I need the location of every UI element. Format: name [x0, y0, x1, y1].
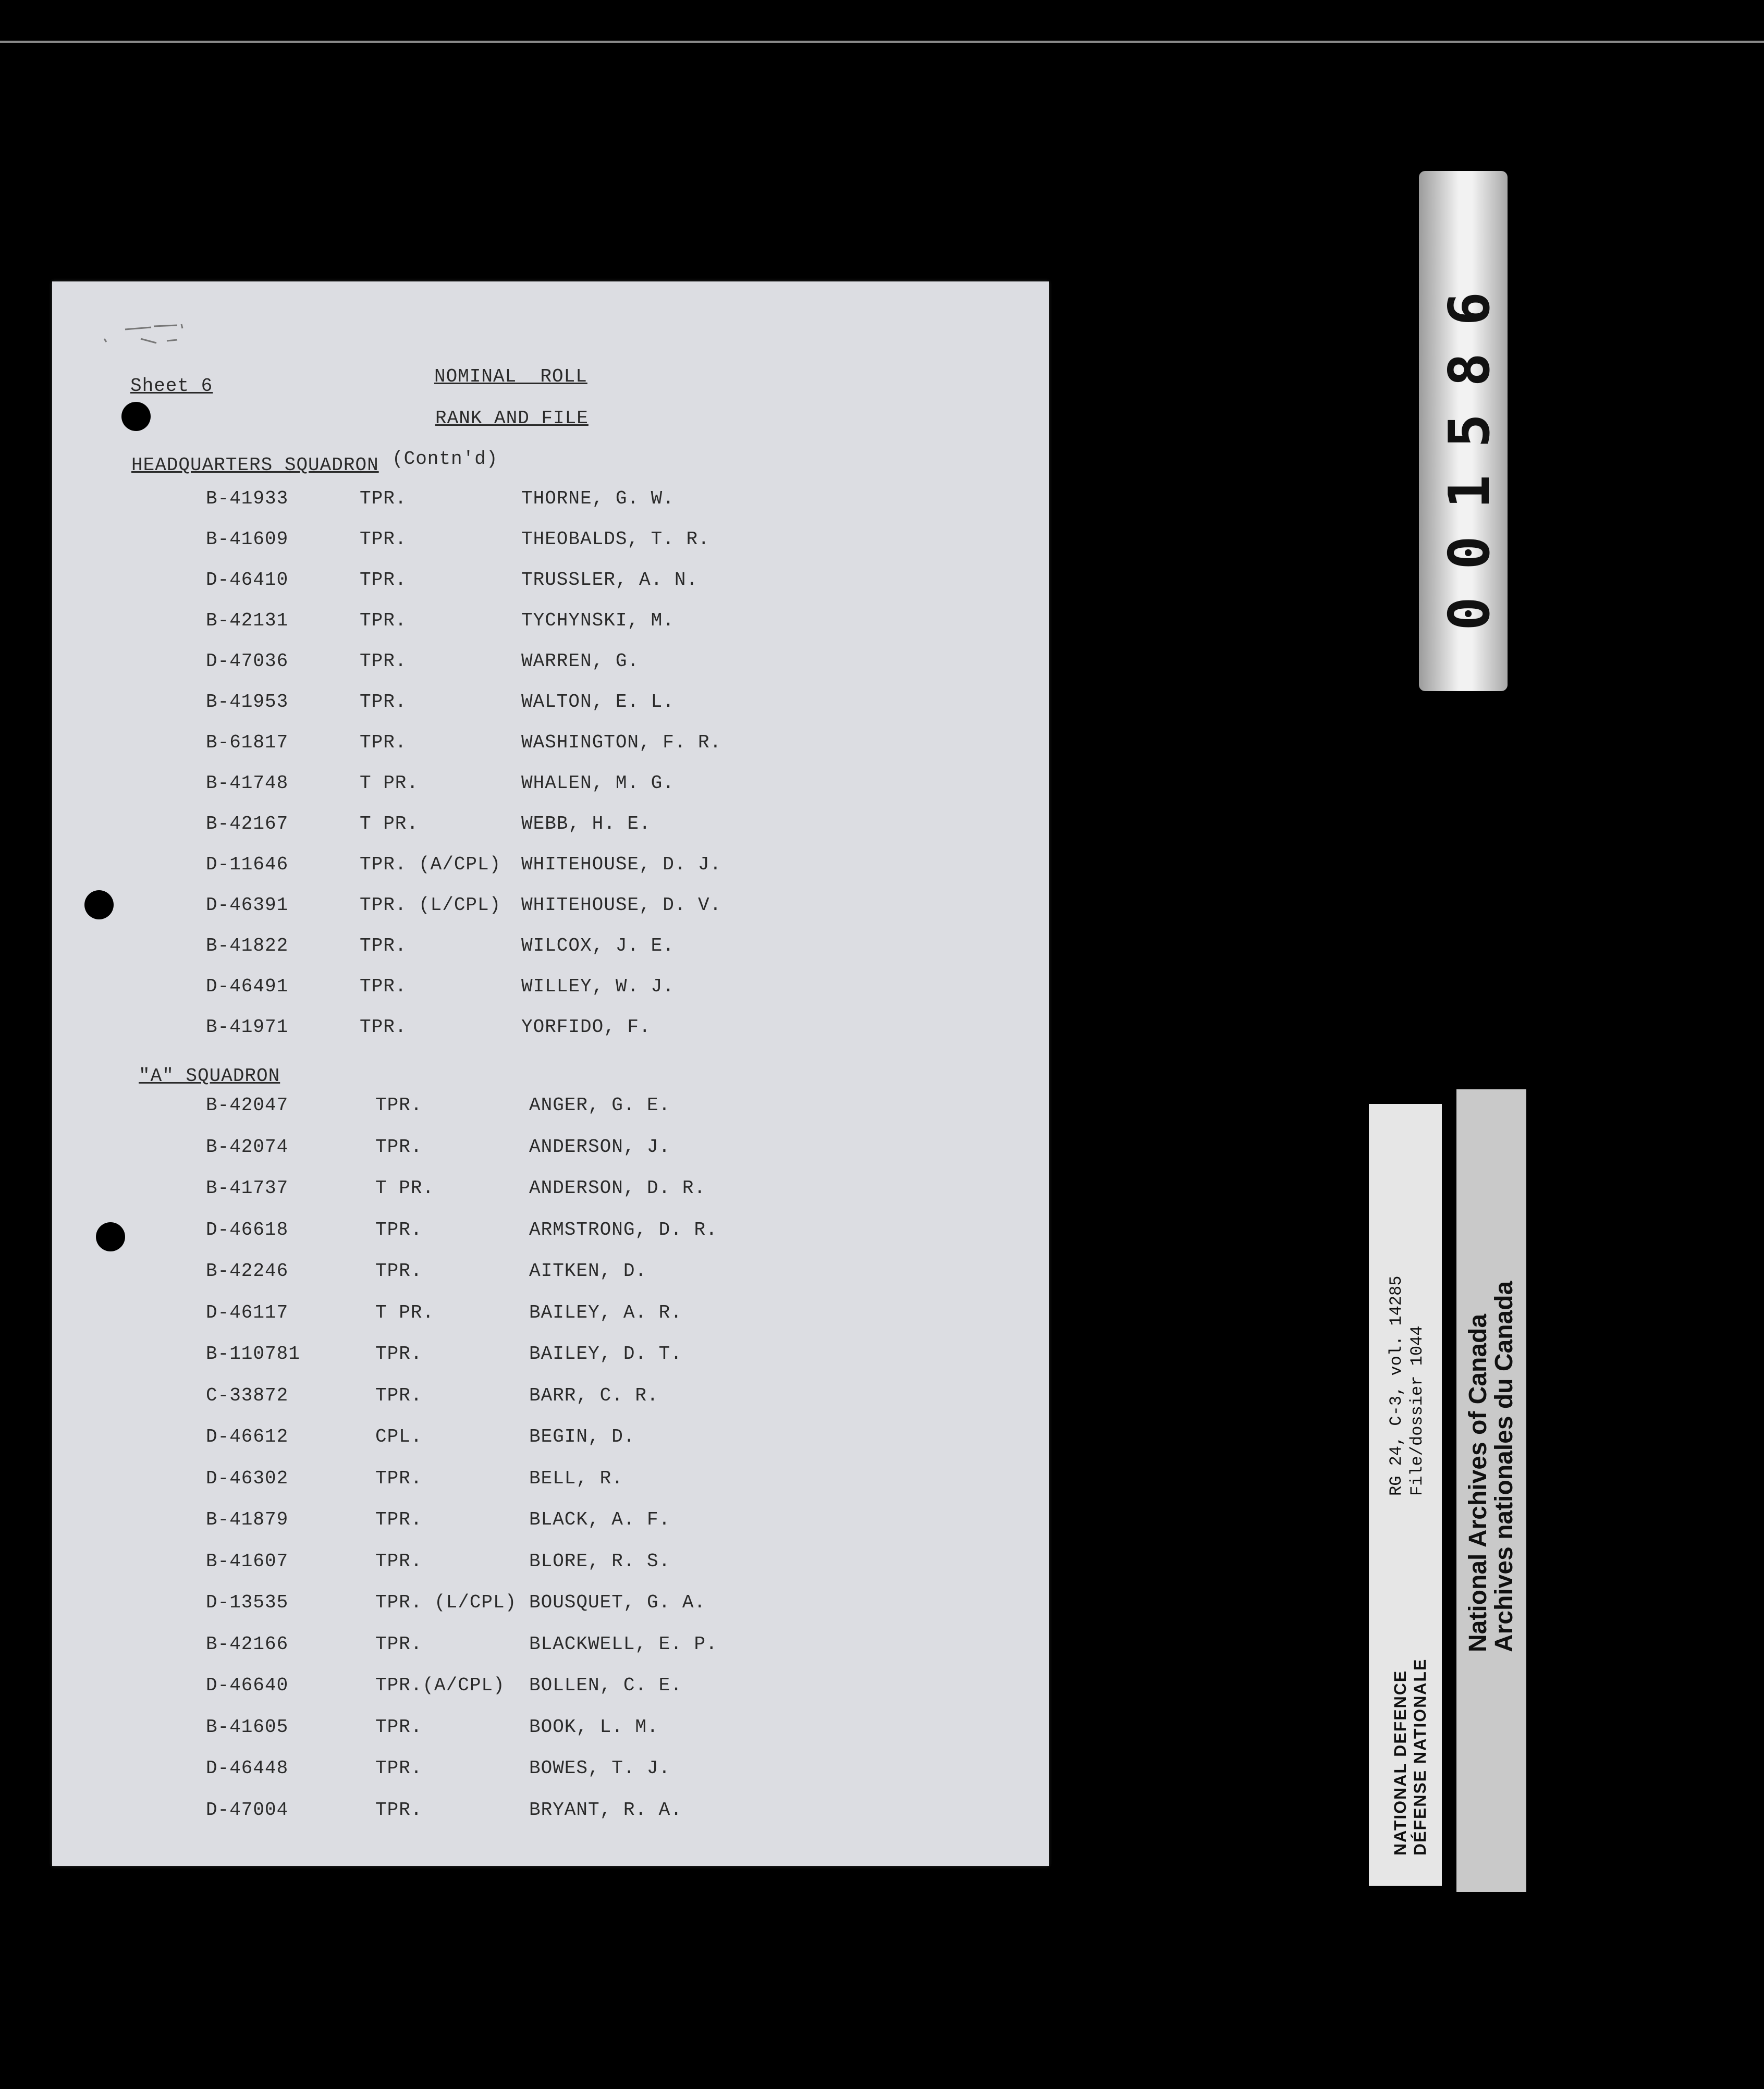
soldier-name: WILLEY, W. J.: [521, 976, 675, 997]
soldier-name: TRUSSLER, A. N.: [521, 569, 699, 591]
rank: TPR.: [360, 529, 407, 550]
roll-entry: [52, 1633, 1049, 1665]
roll-entry: [52, 691, 1049, 722]
rank: TPR. (L/CPL): [360, 894, 501, 916]
soldier-name: BAILEY, A. R.: [529, 1301, 682, 1323]
rank: TPR.: [360, 610, 407, 631]
service-number: D-46491: [206, 976, 289, 997]
section-heading-hq-suffix: (Contn'd): [392, 448, 498, 470]
soldier-name: WARREN, G.: [521, 650, 640, 672]
roll-entry: [52, 1177, 1049, 1209]
archive-name-fr: Archives nationales du Canada: [1490, 1281, 1518, 1652]
dept-fr: DÉFENSE NATIONALE: [1411, 1658, 1429, 1855]
rank: CPL.: [375, 1426, 423, 1447]
rank: TPR.: [375, 1799, 423, 1821]
roll-entry: [52, 1592, 1049, 1623]
rank: TPR.: [360, 488, 407, 509]
rank: TPR.: [360, 691, 407, 712]
soldier-name: TYCHYNSKI, M.: [521, 610, 675, 631]
service-number: C-33872: [206, 1384, 289, 1406]
roll-entry: [52, 1509, 1049, 1540]
soldier-name: BARR, C. R.: [529, 1384, 659, 1406]
service-number: D-46618: [206, 1219, 289, 1240]
roll-entry: [52, 976, 1049, 1007]
soldier-name: ANDERSON, J.: [529, 1136, 671, 1158]
service-number: B-41748: [206, 772, 289, 794]
soldier-name: AITKEN, D.: [529, 1260, 647, 1282]
roll-entry: [52, 1675, 1049, 1706]
rank: TPR.: [375, 1716, 423, 1738]
soldier-name: BLACKWELL, E. P.: [529, 1633, 718, 1655]
roll-entry: [52, 488, 1049, 519]
soldier-name: THEOBALDS, T. R.: [521, 529, 710, 550]
roll-entry: [52, 1260, 1049, 1292]
rank: TPR.: [375, 1509, 423, 1530]
soldier-name: BOWES, T. J.: [529, 1758, 671, 1779]
rank: TPR.(A/CPL): [375, 1675, 505, 1696]
section-heading-hq: HEADQUARTERS SQUADRON: [131, 454, 379, 476]
rank: TPR.: [375, 1219, 423, 1240]
service-number: B-41971: [206, 1016, 289, 1038]
rank: TPR. (A/CPL): [360, 854, 501, 875]
roll-entry: [52, 1136, 1049, 1168]
soldier-name: WHITEHOUSE, D. J.: [521, 854, 722, 875]
roll-entry: [52, 1302, 1049, 1333]
service-number: D-46117: [206, 1301, 289, 1323]
soldier-name: ARMSTRONG, D. R.: [529, 1219, 718, 1240]
reference-line-2: File/dossier 1044: [1407, 1325, 1427, 1496]
roll-entry: [52, 1758, 1049, 1789]
roll-entry: [52, 1551, 1049, 1582]
frame-counter: 001586: [1437, 264, 1502, 631]
soldier-name: WASHINGTON, F. R.: [521, 732, 722, 753]
rank: TPR.: [360, 650, 407, 672]
soldier-name: BOOK, L. M.: [529, 1716, 659, 1738]
roll-entry: [52, 1016, 1049, 1048]
dept-en: NATIONAL DEFENCE: [1391, 1669, 1410, 1855]
roll-entry: [52, 772, 1049, 804]
soldier-name: BAILEY, D. T.: [529, 1343, 682, 1365]
service-number: B-41605: [206, 1716, 289, 1738]
service-number: B-42131: [206, 610, 289, 631]
section-heading-a: "A" SQUADRON: [139, 1065, 280, 1087]
rank: TPR.: [375, 1758, 423, 1779]
service-number: D-46391: [206, 894, 289, 916]
service-number: B-41933: [206, 488, 289, 509]
service-number: B-41953: [206, 691, 289, 712]
soldier-name: WHALEN, M. G.: [521, 772, 675, 794]
soldier-name: BELL, R.: [529, 1467, 623, 1489]
punch-hole-top: [121, 402, 151, 431]
rank: TPR.: [375, 1343, 423, 1365]
service-number: D-46448: [206, 1758, 289, 1779]
soldier-name: BLORE, R. S.: [529, 1550, 671, 1572]
roll-entry: [52, 1343, 1049, 1374]
soldier-name: ANDERSON, D. R.: [529, 1177, 706, 1199]
service-number: D-11646: [206, 854, 289, 875]
service-number: D-46302: [206, 1467, 289, 1489]
service-number: B-61817: [206, 732, 289, 753]
rank: T PR.: [375, 1301, 435, 1323]
rank: TPR.: [360, 1016, 407, 1038]
soldier-name: YORFIDO, F.: [521, 1016, 651, 1038]
rank: TPR.: [375, 1550, 423, 1572]
pencil-marks: [94, 323, 229, 354]
roll-entry: [52, 529, 1049, 560]
soldier-name: WILCOX, J. E.: [521, 935, 675, 956]
page-title: NOMINAL ROLL: [434, 366, 587, 387]
service-number: D-13535: [206, 1592, 289, 1613]
service-number: B-110781: [206, 1343, 300, 1365]
service-number: B-42047: [206, 1095, 289, 1116]
film-border-line: [0, 41, 1764, 43]
service-number: D-46640: [206, 1675, 289, 1696]
roll-entry: [52, 650, 1049, 682]
roll-entry: [52, 1095, 1049, 1126]
roll-entry: [52, 1219, 1049, 1250]
roll-entry: [52, 813, 1049, 844]
page-subtitle: RANK AND FILE: [435, 408, 589, 429]
soldier-name: ANGER, G. E.: [529, 1095, 671, 1116]
rank: TPR.: [360, 732, 407, 753]
rank: TPR.: [375, 1095, 423, 1116]
service-number: B-42246: [206, 1260, 289, 1282]
rank: T PR.: [360, 813, 419, 834]
rank: TPR.: [360, 569, 407, 591]
soldier-name: BRYANT, R. A.: [529, 1799, 682, 1821]
soldier-name: THORNE, G. W.: [521, 488, 675, 509]
rank: TPR.: [360, 976, 407, 997]
soldier-name: WALTON, E. L.: [521, 691, 675, 712]
document-page: [52, 281, 1049, 1866]
service-number: B-41609: [206, 529, 289, 550]
soldier-name: BLACK, A. F.: [529, 1509, 671, 1530]
service-number: B-41607: [206, 1550, 289, 1572]
roll-entry: [52, 894, 1049, 926]
service-number: D-47036: [206, 650, 289, 672]
roll-entry: [52, 935, 1049, 966]
roll-entry: [52, 569, 1049, 600]
roll-entry: [52, 1385, 1049, 1416]
roll-entry: [52, 1716, 1049, 1748]
roll-entry: [52, 732, 1049, 763]
service-number: D-46410: [206, 569, 289, 591]
soldier-name: WEBB, H. E.: [521, 813, 651, 834]
rank: TPR.: [375, 1633, 423, 1655]
soldier-name: BEGIN, D.: [529, 1426, 635, 1447]
rank: TPR.: [375, 1384, 423, 1406]
service-number: B-42167: [206, 813, 289, 834]
sheet-number: Sheet 6: [130, 375, 213, 397]
roll-entry: [52, 1426, 1049, 1457]
roll-entry: [52, 1468, 1049, 1499]
rank: T PR.: [375, 1177, 435, 1199]
roll-entry: [52, 610, 1049, 641]
rank: TPR.: [360, 935, 407, 956]
reference-line-1: RG 24, C-3, vol. 14285: [1387, 1275, 1406, 1496]
roll-entry: [52, 854, 1049, 885]
archive-name-en: National Archives of Canada: [1464, 1313, 1492, 1652]
rank: T PR.: [360, 772, 419, 794]
roll-entry: [52, 1799, 1049, 1830]
soldier-name: BOUSQUET, G. A.: [529, 1592, 706, 1613]
service-number: B-42166: [206, 1633, 289, 1655]
rank: TPR.: [375, 1136, 423, 1158]
service-number: B-41879: [206, 1509, 289, 1530]
service-number: D-47004: [206, 1799, 289, 1821]
soldier-name: WHITEHOUSE, D. V.: [521, 894, 722, 916]
service-number: D-46612: [206, 1426, 289, 1447]
rank: TPR. (L/CPL): [375, 1592, 517, 1613]
rank: TPR.: [375, 1260, 423, 1282]
service-number: B-42074: [206, 1136, 289, 1158]
service-number: B-41737: [206, 1177, 289, 1199]
soldier-name: BOLLEN, C. E.: [529, 1675, 682, 1696]
service-number: B-41822: [206, 935, 289, 956]
rank: TPR.: [375, 1467, 423, 1489]
